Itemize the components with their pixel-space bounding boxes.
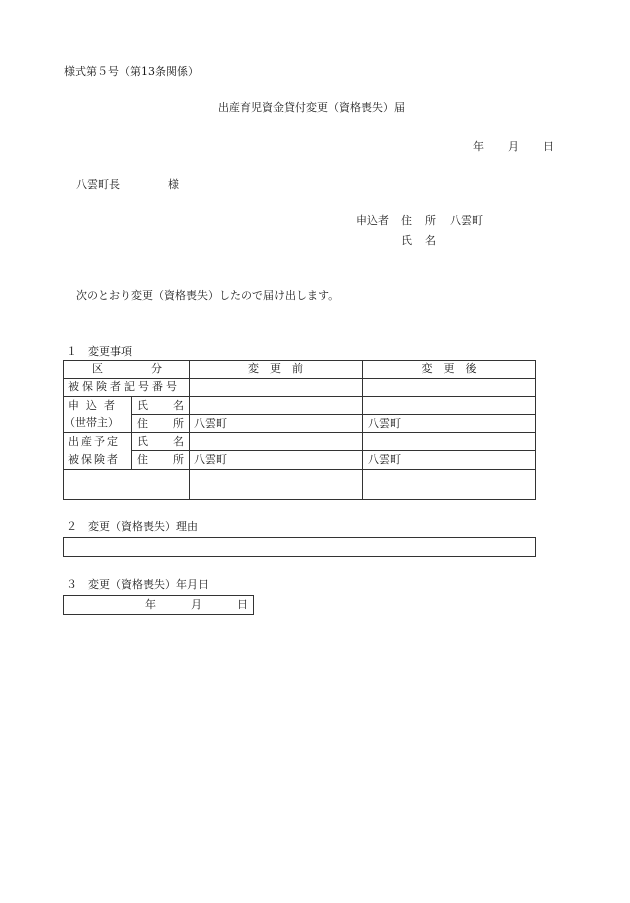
row-divider [63,432,536,433]
col-divider [131,396,132,469]
reason-box [63,537,536,557]
applicant-name-label-1: 氏 [137,399,148,412]
header-kubun-2: 分 [151,362,162,375]
expected-name-label-1: 氏 [137,435,148,448]
change-date-month: 月 [191,598,202,611]
col-divider [189,360,190,500]
applicant-group-line2: （世帯主） [64,416,119,429]
expected-address-label-1: 住 [137,453,148,466]
change-date-box [63,595,254,615]
expected-name-label-2: 名 [173,435,184,448]
row-divider [63,396,536,397]
section3-heading: ３ 変更（資格喪失）年月日 [66,578,209,591]
intro-text: 次のとおり変更（資格喪失）したので届け出します。 [76,289,340,302]
applicant-address-before: 八雲町 [194,417,227,430]
expected-group-line1: 出産予定 [68,435,120,448]
row-divider [131,450,536,451]
date-year-label: 年 [473,140,484,153]
change-date-year: 年 [145,598,156,611]
addressee: 八雲町長 [76,178,120,191]
header-after: 変 更 後 [421,362,477,375]
applicant-address-label-1: 住 [137,417,148,430]
address-value: 八雲町 [450,214,483,227]
insured-number-label: 被保険者記号番号 [68,380,180,393]
section1-heading: １ 変更事項 [66,345,132,358]
row-divider [63,469,536,470]
applicant-group-line1: 申込者 [68,399,122,412]
expected-address-before: 八雲町 [194,453,227,466]
row-divider [63,378,536,379]
expected-group-line2: 被保険者 [68,453,120,466]
date-day-label: 日 [543,140,554,153]
expected-address-label-2: 所 [173,453,184,466]
name-label-1: 氏 [401,234,412,247]
document-title: 出産育児資金貸付変更（資格喪失）届 [218,101,405,114]
header-before: 変 更 前 [248,362,303,375]
col-divider [362,360,363,500]
applicant-name-label-2: 名 [173,399,184,412]
header-kubun-1: 区 [92,362,103,375]
address-label-1: 住 [401,214,412,227]
form-number: 様式第５号（第13条関係） [64,65,199,78]
address-label-2: 所 [425,214,436,227]
applicant-label: 申込者 [356,214,389,227]
expected-address-after: 八雲町 [368,453,401,466]
row-divider [131,414,536,415]
name-label-2: 名 [425,234,436,247]
honorific: 様 [168,178,179,191]
section2-heading: ２ 変更（資格喪失）理由 [66,520,198,533]
applicant-address-after: 八雲町 [368,417,401,430]
applicant-address-label-2: 所 [173,417,184,430]
date-month-label: 月 [508,140,519,153]
change-date-day: 日 [237,598,248,611]
